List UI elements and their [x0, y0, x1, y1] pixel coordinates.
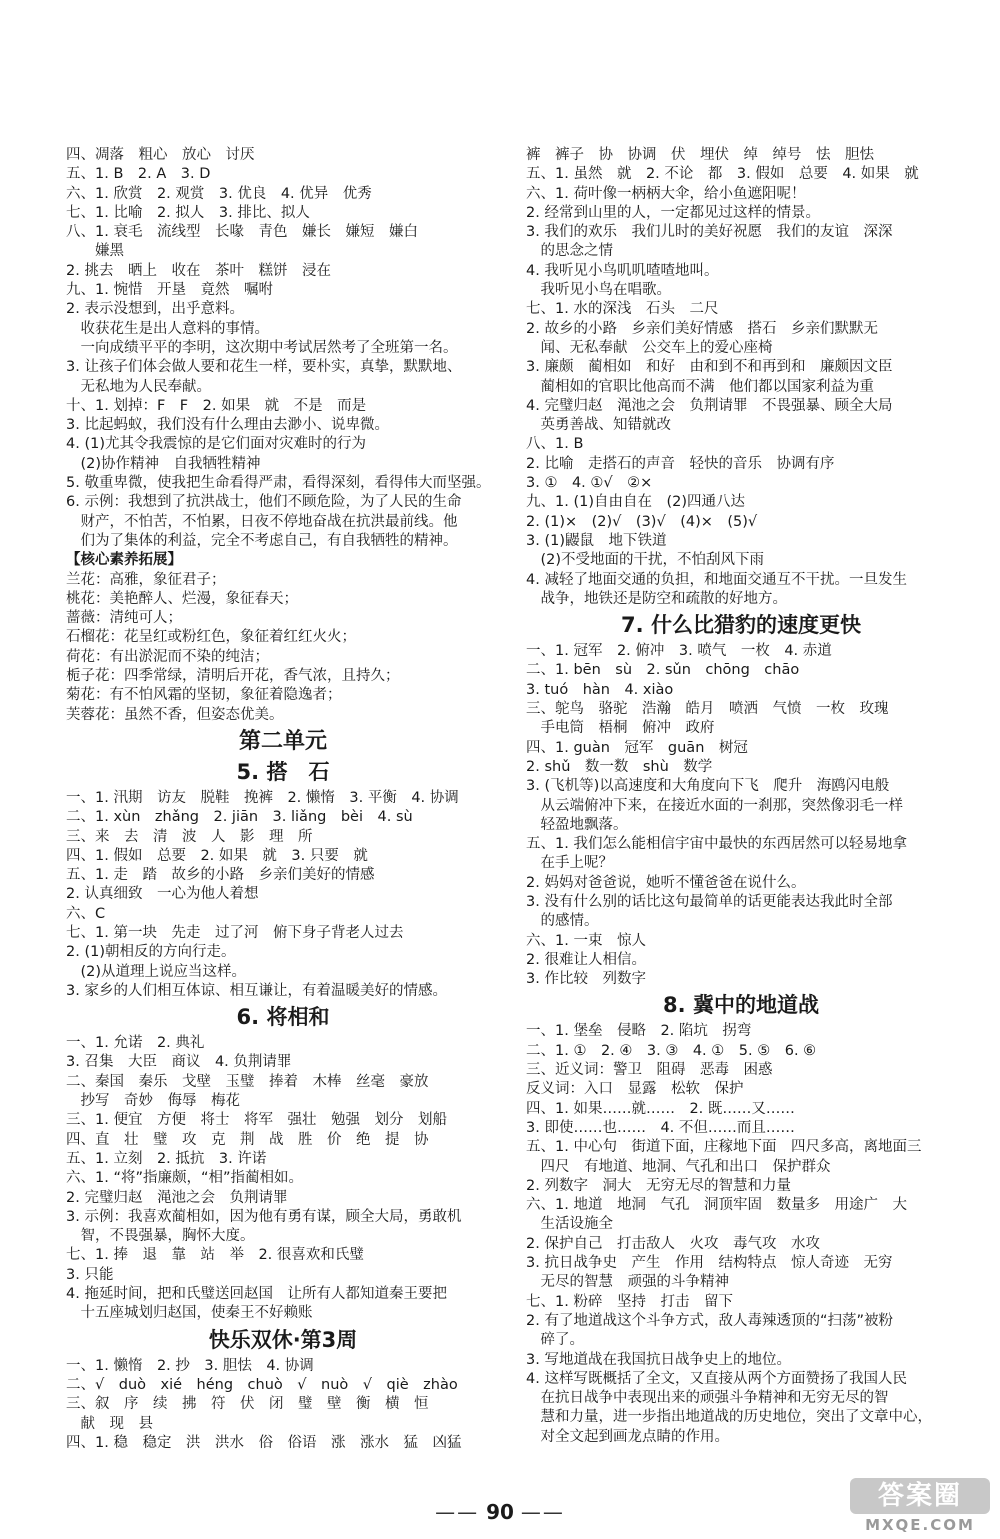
answer-line: 4. 这样写既概括了全文，又直接从两个方面赞扬了我国人民 — [526, 1370, 907, 1387]
answer-line: 三、来 去 清 波 人 影 理 所 — [66, 828, 313, 845]
answer-line: 五、1. 立刻 2. 抵抗 3. 许诺 — [66, 1150, 267, 1167]
watermark-logo — [850, 1478, 990, 1534]
answer-line: 四、直 壮 璧 攻 克 荆 战 胜 价 绝 提 协 — [66, 1131, 429, 1148]
answer-line: 6. 示例：我想到了抗洪战士，他们不顾危险，为了人民的生命 — [66, 494, 462, 511]
answer-line: 3. 作比较 列数字 — [526, 971, 646, 988]
answer-line: 3. 没有什么别的话比这句最简单的话更能表达我此时全部 — [526, 893, 893, 910]
answer-line: 智，不畏强暴，胸怀大度。 — [66, 1228, 255, 1245]
answer-line: 战争，地铁还是防空和疏散的好地方。 — [526, 590, 787, 607]
section-tag: 【核心素养拓展】 — [66, 552, 182, 569]
answer-line: 收获花生是出人意料的事情。 — [66, 320, 269, 337]
section-heading: 8. 冀中的地道战 — [663, 993, 819, 1018]
answer-line: 碎了。 — [526, 1332, 584, 1349]
answer-line: 二、1. ① 2. ④ 3. ③ 4. ① 5. ⑤ 6. ⑥ — [526, 1042, 817, 1059]
answer-line: 菊花：有不怕风霜的坚韧，象征着隐逸者； — [66, 687, 342, 704]
answer-line: 2. 表示没想到，出乎意料。 — [66, 301, 244, 318]
answer-line: 2. 认真细致 一心为他人着想 — [66, 886, 259, 903]
answer-line: 八、1. 衰毛 流线型 长喙 青色 嫌长 嫌短 嫌白 — [66, 224, 418, 241]
answer-line: 蔷薇：清纯可人； — [66, 610, 182, 627]
answer-line: 2. 比喻 走搭石的声音 轻快的音乐 协调有序 — [526, 455, 835, 472]
answer-line: 抄写 奇妙 侮辱 梅花 — [66, 1093, 240, 1110]
answer-line: 九、1. 惋惜 开垦 竟然 嘱咐 — [66, 282, 273, 299]
answer-line: 七、1. 水的深浅 石头 二尺 — [526, 301, 719, 318]
answer-line: 3. 只能 — [66, 1266, 114, 1283]
answer-line: 石榴花：花呈红或粉红色，象征着红红火火； — [66, 629, 356, 646]
answer-line: 3. 示例：我喜欢蔺相如，因为他有勇有谋，顾全大局，勇敢机 — [66, 1208, 462, 1225]
section-heading: 7. 什么比猎豹的速度更快 — [621, 613, 861, 638]
answer-line: 生活设施全 — [526, 1216, 613, 1233]
answer-line: 反义词：入口 显露 松软 保护 — [526, 1081, 744, 1098]
answer-line: 2. 妈妈对爸爸说，她听不懂爸爸在说什么。 — [526, 874, 806, 891]
answer-line: 四、凋落 粗心 放心 讨厌 — [66, 147, 255, 163]
answer-line: 四、1. guàn 冠军 guān 树冠 — [526, 739, 748, 756]
answer-line: 一、1. 冠军 2. 俯冲 3. 喷气 一枚 4. 赤道 — [526, 643, 832, 660]
answer-line: 4. 我听见小鸟叽叽喳喳地叫。 — [526, 262, 719, 279]
answer-line: 手电筒 梧桐 俯冲 政府 — [526, 720, 715, 737]
answer-line: 3. 即使……也…… 4. 不但……而且…… — [526, 1119, 795, 1136]
answer-line: 闻、无私奉献 公交车上的爱心座椅 — [526, 339, 773, 356]
answer-line: 4. 拖延时间，把和氏璧送回赵国 让所有人都知道秦王要把 — [66, 1286, 447, 1303]
left-answer-column — [66, 146, 500, 1453]
answer-line: 二、秦国 秦乐 戈壁 玉璧 捧着 木棒 丝毫 豪放 — [66, 1073, 429, 1090]
answer-line: 无私地为人民奉献。 — [66, 378, 211, 395]
answer-line: 4. 减轻了地面交通的负担，和地面交通互不干扰。一旦发生 — [526, 571, 907, 588]
answer-line: 们为了集体的利益，完全不考虑自己，有自我牺牲的精神。 — [66, 532, 458, 549]
answer-line: 五、1. 虽然 就 2. 不论 都 3. 假如 总要 4. 如果 就 — [526, 166, 919, 183]
answer-line: 对全文起到画龙点睛的作用。 — [526, 1428, 729, 1445]
answer-line: 3. 我们的欢乐 我们儿时的美好祝愿 我们的友谊 深深 — [526, 224, 893, 241]
answer-line: 2. 保护自己 打击敌人 火攻 毒气攻 水攻 — [526, 1235, 820, 1252]
right-answer-column — [526, 146, 956, 1447]
answer-line: 2. 完璧归赵 渑池之会 负荆请罪 — [66, 1189, 288, 1206]
answer-line: (2)不受地面的干扰，不怕刮风下雨 — [526, 552, 765, 569]
answer-line: 栀子花：四季常绿，清明后开花，香气浓，且持久； — [66, 668, 400, 685]
answer-line: 2. (1)朝相反的方向行走。 — [66, 944, 236, 961]
answer-line: 兰花：高雅，象征君子； — [66, 571, 226, 588]
answer-line: 四尺 有地道、地洞、气孔和出口 保护群众 — [526, 1158, 831, 1175]
page-number: 90 — [486, 1500, 514, 1524]
answer-line: 六、1. 地道 地洞 气孔 洞顶牢固 数量多 用途广 大 — [526, 1197, 907, 1214]
answer-line: 3. 召集 大臣 商议 4. 负荆请罪 — [66, 1054, 292, 1071]
answer-line: 五、1. 中心句 街道下面，庄稼地下面 四尺多高，离地面三 — [526, 1139, 922, 1156]
answer-line: 嫌黑 — [66, 243, 124, 260]
answer-line: 七、1. 比喻 2. 拟人 3. 排比、拟人 — [66, 204, 310, 221]
answer-line: 3. 写地道战在我国抗日战争史上的地位。 — [526, 1351, 791, 1368]
answer-line: 一、1. 允诺 2. 典礼 — [66, 1035, 205, 1052]
answer-line: 五、1. 我们怎么能相信宇宙中最快的东西居然可以轻易地拿 — [526, 836, 907, 853]
answer-line: 2. 有了地道战这个斗争方式，敌人毒辣透顶的“扫荡”被粉 — [526, 1312, 893, 1329]
section-heading: 第二单元 — [238, 728, 327, 754]
answer-line: 芙蓉花：虽然不香，但姿态优美。 — [66, 706, 284, 723]
answer-line: 3. 比起蚂蚁，我们没有什么理由去渺小、说卑微。 — [66, 417, 389, 434]
answer-line: 的思念之情 — [526, 243, 613, 260]
answer-line: 一、1. 汛期 访友 脱鞋 挽裤 2. 懒惰 3. 平衡 4. 协调 — [66, 789, 459, 806]
answer-line: 一向成绩平平的李明，这次期中考试居然考了全班第一名。 — [66, 339, 458, 356]
answer-line: 桃花：美艳醉人、烂漫，象征春天； — [66, 590, 298, 607]
answer-line: 九、1. (1)自由自在 (2)四通八达 — [526, 494, 746, 511]
answer-line: 三、近义词：警卫 阻碍 恶毒 困惑 — [526, 1062, 773, 1079]
answer-line: 3. 让孩子们体会做人要和花生一样，要朴实，真挚，默默地、 — [66, 359, 462, 376]
answer-line: 三、鸵鸟 骆驼 浩瀚 皓月 喷洒 气愤 一枚 玫瑰 — [526, 701, 889, 718]
answer-line: 六、1. 荷叶像一柄柄大伞，给小鱼遮阳呢！ — [526, 185, 806, 202]
answer-line: 3. ① 4. ①√ ②× — [526, 475, 653, 492]
answer-line: 蔺相如的官职比他高而不满 他们都以国家利益为重 — [526, 378, 874, 395]
answer-line: 十、1. 划掉：F F 2. 如果 就 不是 而是 — [66, 397, 367, 414]
answer-line: 财产，不怕苦，不怕累，日夜不停地奋战在抗洪最前线。他 — [66, 513, 458, 530]
page-number-dash-right: —— — [520, 1500, 565, 1524]
answer-line: 2. 经常到山里的人，一定都见过这样的情景。 — [526, 204, 820, 221]
answer-line: 六、C — [66, 905, 106, 922]
answer-line: 二、1. bēn sù 2. sǔn chōng chāo — [526, 662, 800, 679]
answer-line: 一、1. 懒惰 2. 抄 3. 胆怯 4. 协调 — [66, 1357, 314, 1374]
answer-line: 3. (1)鼹鼠 地下铁道 — [526, 532, 667, 549]
answer-line: 3. 廉颇 蔺相如 和好 由和到不和再到和 廉颇因文臣 — [526, 359, 893, 376]
answer-line: 英勇善战、知错就改 — [526, 417, 671, 434]
answer-line: 我听见小鸟在唱歌。 — [526, 282, 671, 299]
answer-line: 一、1. 堡垒 侵略 2. 陷坑 拐弯 — [526, 1023, 752, 1040]
answer-line: 五、1. B 2. A 3. D — [66, 166, 211, 183]
answer-line: 2. (1)× (2)√ (3)√ (4)× (5)√ — [526, 513, 758, 530]
answer-line: 七、1. 第一块 先走 过了河 俯下身子背老人过去 — [66, 924, 404, 941]
answer-line: 七、1. 粉碎 坚持 打击 留下 — [526, 1293, 733, 1310]
watermark-url: MXQE.COM — [865, 1516, 975, 1534]
answer-line: 3. (飞机等)以高速度和大角度向下飞 爬升 海鸥闪电般 — [526, 778, 890, 795]
answer-line: 二、√ duò xié héng chuò √ nuò √ qiè zhào — [66, 1376, 458, 1393]
answer-line: 六、1. 一束 惊人 — [526, 932, 646, 949]
answer-line: 3. tuó hàn 4. xiào — [526, 681, 674, 698]
answer-line: 4. 完璧归赵 渑池之会 负荆请罪 不畏强暴、顾全大局 — [526, 397, 893, 414]
answer-line: 从云端俯冲下来，在接近水面的一刹那，突然像羽毛一样 — [526, 797, 903, 814]
answer-line: 六、1. 欣赏 2. 观赏 3. 优良 4. 优异 优秀 — [66, 185, 372, 202]
answer-line: 3. 抗日战争史 产生 作用 结构特点 惊人奇迹 无穷 — [526, 1255, 893, 1272]
section-heading: 5. 搭 石 — [236, 759, 330, 784]
section-heading: 6. 将相和 — [236, 1005, 330, 1030]
answer-line: 2. 很难让人相信。 — [526, 951, 646, 968]
answer-line: 3. 家乡的人们相互体谅、相互谦让，有着温暖美好的情感。 — [66, 982, 447, 999]
answer-line: 八、1. B — [526, 436, 584, 453]
answer-line: 的感情。 — [526, 913, 599, 930]
answer-line: 三、1. 便宜 方便 将士 将军 强壮 勉强 划分 划船 — [66, 1112, 447, 1129]
answer-line: 2. shǔ 数一数 shù 数学 — [526, 758, 713, 775]
answer-line: 七、1. 捧 退 靠 站 举 2. 很喜欢和氏璧 — [66, 1247, 364, 1264]
answer-line: (2)协作精神 自我牺牲精神 — [66, 455, 261, 472]
answer-line: 轻盈地飘落。 — [526, 816, 628, 833]
answer-line: 三、叙 序 续 拂 符 伏 闭 璧 壁 衡 横 恒 — [66, 1396, 429, 1413]
watermark-title: 答案圈 — [850, 1478, 990, 1514]
answer-line: 2. 挑去 晒上 收在 茶叶 糕饼 浸在 — [66, 262, 331, 279]
answer-line: 裤 裤子 协 协调 伏 埋伏 绰 绰号 怯 胆怯 — [526, 147, 874, 163]
answer-line: 在抗日战争中表现出来的顽强斗争精神和无穷无尽的智 — [526, 1390, 889, 1407]
answer-line: 2. 故乡的小路 乡亲们美好情感 搭石 乡亲们默默无 — [526, 320, 878, 337]
answer-line: 四、1. 假如 总要 2. 如果 就 3. 只要 就 — [66, 847, 368, 864]
answer-line: 4. (1)尤其令我震惊的是它们面对灾难时的行为 — [66, 436, 366, 453]
page-number-dash-left: —— — [435, 1500, 480, 1524]
answer-line: 5. 敬重卑微，使我把生命看得严肃，看得深刻，看得伟大而坚强。 — [66, 475, 491, 492]
answer-line: 无尽的智慧 顽强的斗争精神 — [526, 1274, 729, 1291]
answer-line: 慧和力量，进一步指出地道战的历史地位，突出了文章中心， — [526, 1409, 932, 1426]
answer-line: 2. 列数字 洞大 无穷无尽的智慧和力量 — [526, 1177, 791, 1194]
answer-line: 十五座城划归赵国，使秦王不好赖账 — [66, 1305, 313, 1322]
answer-line: 五、1. 走 踏 故乡的小路 乡亲们美好的情感 — [66, 867, 375, 884]
answer-line: 荷花：有出淤泥而不染的纯洁； — [66, 648, 269, 665]
answer-line: 二、1. xùn zhǎng 2. jiān 3. liǎng bèi 4. sù — [66, 809, 413, 826]
answer-line: 四、1. 稳 稳定 洪 洪水 俗 俗语 涨 涨水 猛 凶猛 — [66, 1434, 462, 1451]
answer-line: (2)从道理上说应当这样。 — [66, 963, 247, 980]
answer-line: 在手上呢？ — [526, 855, 613, 872]
answer-line: 献 现 县 — [66, 1415, 153, 1432]
section-heading: 快乐双休·第3周 — [208, 1327, 358, 1352]
answer-line: 四、1. 如果……就…… 2. 既……又…… — [526, 1100, 795, 1117]
answer-line: 六、1. “将”指廉颇，“相”指蔺相如。 — [66, 1170, 303, 1187]
